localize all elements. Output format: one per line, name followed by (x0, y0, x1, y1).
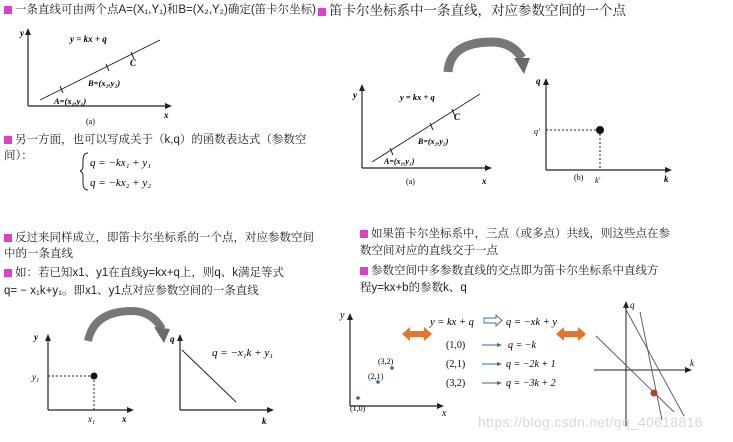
s2-a-label: A=(x₁,y₁) (384, 157, 415, 166)
s5-y-axis: y (340, 310, 345, 321)
s5-k-axis: k (690, 358, 694, 368)
s5-p3: (3,2) (378, 357, 394, 366)
s4-line3-text: 如：若已知x1、y1在直线y=kx+q上，则q、k满足等式 (15, 267, 285, 279)
s1-eq: y = kx + q (70, 34, 107, 44)
s4-y1: y₁ (32, 372, 40, 382)
s5-eq-right: q = −xk + y (506, 317, 557, 328)
s2-k-axis: k (664, 174, 669, 184)
s4-eq: q = −x₁k + y₁ (212, 347, 274, 359)
s5-diagram-kq (590, 296, 710, 430)
watermark: https://blog.csdn.net/qq_40618816 (478, 414, 703, 430)
s3-line1 (4, 132, 306, 148)
bullet-icon (4, 269, 12, 277)
s5-p2: (2,1) (368, 372, 384, 381)
s4-line2: 中的一条直线 (4, 248, 73, 260)
s5-row3-pt: (3,2) (446, 378, 466, 389)
s4-diagram-kq (166, 330, 284, 430)
s4-line3 (4, 265, 284, 281)
s2-c-label: C (454, 112, 461, 122)
s2-title (318, 2, 626, 20)
bullet-icon (360, 230, 368, 238)
s5-row2-pt: (2,1) (446, 359, 466, 370)
s4-line1-text: 反过来同样成立，即笛卡尔坐标系的一个点，对应参数空间 (15, 232, 314, 244)
s4-line4: q= − x₁k+y₁。即x1、y1点对应参数空间的一条直线 (4, 285, 259, 297)
s2-eq: y = kx + q (400, 92, 435, 102)
s4-x-axis: x (122, 414, 127, 424)
s2-q-axis: q (536, 76, 541, 86)
s5-row3-eq: q = −3k + 2 (506, 378, 556, 389)
s2-k-tick: k' (595, 176, 601, 185)
s5-line2: 数空间对应的直线交于一点 (360, 245, 498, 257)
s1-b-label: B=(x₂,y₂) (88, 78, 121, 88)
s1-caption: (a) (86, 117, 95, 126)
s3-line2: 间）： (4, 150, 33, 162)
s3-equations (80, 150, 180, 192)
s5-row1-pt: (1,0) (446, 340, 466, 351)
s5-x-axis: x (442, 408, 447, 419)
bullet-icon (4, 234, 12, 242)
s5-row1-eq: q = −k (508, 340, 536, 351)
s4-diagram-xy (28, 330, 140, 430)
s4-q-axis: q (170, 334, 175, 344)
s1-heading (4, 2, 316, 18)
hollow-arrow-icon (484, 315, 502, 326)
s5-line4: 程y=kx+b的参数k、q (360, 282, 467, 294)
s4-x1: x₁ (88, 414, 96, 424)
s4-y-axis: y (34, 332, 38, 342)
s5-p1: (1,0) (350, 404, 366, 413)
bullet-icon (360, 267, 368, 275)
s4-k-axis: k (262, 416, 267, 426)
s1-x-axis: x (164, 110, 169, 120)
s2-x-axis: x (482, 176, 487, 186)
s2-curved-arrow-icon (440, 36, 530, 76)
s5-eq-left: y = kx + q (430, 317, 474, 328)
s3-line1-text: 另一方面，也可以写成关于（k,q）的函数表达式（参数空 (15, 134, 307, 146)
s1-a-label: A=(x₁,y₁) (54, 96, 87, 106)
s2-diagram-b (528, 72, 678, 190)
s2-b-label: B=(x₂,y₂) (418, 137, 449, 146)
s2-diagram-a (350, 80, 500, 190)
s5-row2-eq: q = −2k + 1 (506, 359, 556, 370)
s1-c-label: C (130, 58, 137, 68)
s2-title-text: 笛卡尔坐标系中一条直线，对应参数空间的一个点 (329, 3, 626, 18)
s2-q-tick: q' (534, 127, 540, 136)
s5-line1-text: 如果笛卡尔坐标系中，三点（或多点）共线，则这些点在参 (371, 228, 670, 240)
s3-eq1: q = −kx₁ + y₁ (90, 157, 152, 169)
s5-equations (428, 312, 558, 400)
bullet-icon (4, 136, 12, 144)
bullet-icon (318, 8, 326, 16)
s5-line3 (360, 263, 659, 279)
bullet-icon (4, 6, 12, 14)
s4-line1 (4, 230, 314, 246)
s1-diagram (18, 24, 178, 129)
s1-y-axis: y (20, 28, 24, 38)
s5-line3-text: 参数空间中多参数直线的交点即为笛卡尔坐标系中直线方 (371, 265, 659, 277)
s1-heading-text: 一条直线可由两个点A=(X₁,Y₁)和B=(X₂,Y₂)确定(笛卡尔坐标) (15, 4, 317, 16)
s5-line1 (360, 226, 670, 242)
s2-caption-a: (a) (406, 177, 415, 186)
s2-y-axis: y (353, 90, 357, 100)
s2-caption-b: (b) (574, 173, 584, 182)
s5-q-axis: q (630, 300, 635, 310)
s3-eq2: q = −kx₂ + y₂ (90, 177, 152, 189)
double-arrow-icon (556, 326, 586, 342)
